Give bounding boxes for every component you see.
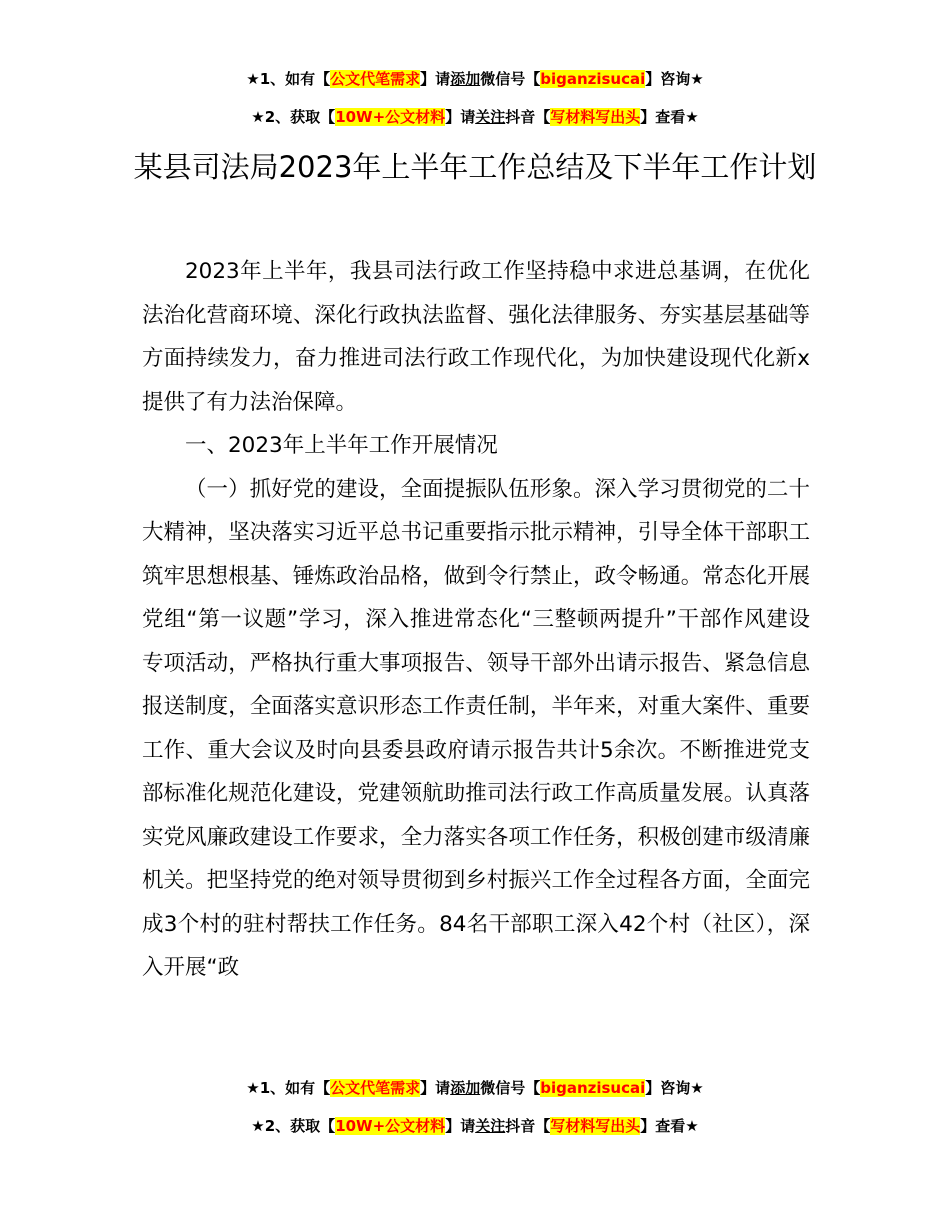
document-body	[142, 250, 810, 990]
top-banner-line-1: ★1、如有【公文代笔需求】请添加微信号【biganzisucai】咨询★	[246, 70, 704, 88]
highlight-douyin-account: 写材料写出头	[550, 108, 641, 126]
section-heading-1: 一、2023年上半年工作开展情况	[185, 433, 498, 458]
highlight-wechat-id: biganzisucai	[540, 70, 646, 88]
highlight-materials: 10W+公文材料	[335, 1117, 446, 1135]
document-title: 某县司法局2023年上半年工作总结及下半年工作计划	[133, 150, 817, 184]
highlight-douyin-account: 写材料写出头	[550, 1117, 641, 1135]
paragraph-party-building: （一）抓好党的建设，全面提振队伍形象。深入学习贯彻党的二十大精神，坚决落实习近平总书记重要指示批示精神，引导全体干部职工筑牢思想根基、锤炼政治品格，做到令行禁止，政令畅通。常态化开展党组“第一议题”学习，深入推进常态化“三整顿两提升”干部作风建设专项活动，严格执行重大事项报告、领导干部外出请示报告、紧急信息报送制度，全面落实意识形态工作责任制，半年来，对重大案件、重要工作、重大会议及时向县委县政府请示报告共计5余次。不断推进党支部标准化规范化建设，党建领航助推司法行政工作高质量发展。认真落实党风廉政建设工作要求，全力落实各项工作任务，积极创建市级清廉机关。把坚持党的绝对领导贯彻到乡村振兴工作全过程各方面，全面完成3个村的驻村帮扶工作任务。84名干部职工深入42个村（社区），深入开展“政	[142, 476, 810, 980]
highlight-wechat-id: biganzisucai	[540, 1079, 646, 1097]
paragraph-intro: 2023年上半年，我县司法行政工作坚持稳中求进总基调，在优化法治化营商环境、深化行政执法监督、强化法律服务、夯实基层基础等方面持续发力，奋力推进司法行政工作现代化，为加快建设现代化新x提供了有力法治保障。	[142, 259, 810, 415]
highlight-ghostwriting-demand: 公文代笔需求	[330, 1079, 421, 1097]
highlight-materials: 10W+公文材料	[335, 108, 446, 126]
bottom-banner-line-2: ★2、获取【10W+公文材料】请关注抖音【写材料写出头】查看★	[251, 1117, 699, 1135]
highlight-ghostwriting-demand: 公文代笔需求	[330, 70, 421, 88]
bottom-banner-line-1: ★1、如有【公文代笔需求】请添加微信号【biganzisucai】咨询★	[246, 1079, 704, 1097]
top-banner-line-2: ★2、获取【10W+公文材料】请关注抖音【写材料写出头】查看★	[251, 108, 699, 126]
